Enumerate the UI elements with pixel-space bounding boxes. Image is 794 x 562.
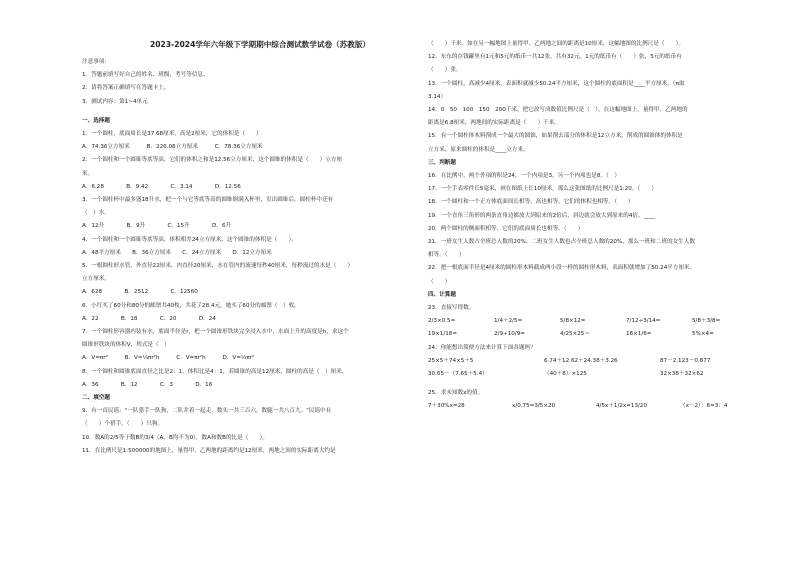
question-line: 19．一个直角三角形的两条直角边都放大到原来的2倍后，斜边就会放大到原来的4倍。____ xyxy=(428,212,655,219)
calc-item: 7/12÷3/14= xyxy=(626,318,661,325)
question-line: （ ）张。 xyxy=(428,67,462,74)
question-line: 16．在比例中，两个外项的积是24，一个内项是3，另一个内项也是8。（ ） xyxy=(428,173,620,180)
note-line: 3．测试内容：第1~4单元 xyxy=(82,98,148,105)
notes-block xyxy=(82,56,438,109)
calc-item: 87－2.123－0.877 xyxy=(660,357,711,364)
question-line: 5．一根圆柱形水管，外直径22厘米，内直径20厘米，水在管内的流速每秒40厘米，每秒流过的水是（ ） xyxy=(82,263,354,270)
question-line: 3．一个圆柱杯中最多盛18升水，把一个与它等底等高的圆锥倒满入杯里，室出圆锥后，圆柱杯中还有 xyxy=(82,197,334,204)
question-line: （ ） xyxy=(428,278,451,285)
question-line: 6．小红买了60分和80分的邮票共40枚，共花了28.4元，她买了60分的邮票（ ）枚。 xyxy=(82,302,300,309)
question-line: 1．一个圆柱，底面周长是37.68厘米，高是2厘米，它的体积是（ ） xyxy=(82,131,262,138)
calc-item: 4/25×25＝ xyxy=(560,331,590,338)
question-line: 11．在比例尺是1:500000的地图上，量得甲、乙两地的距离约是12厘米，两地之间的实际距离大约是 xyxy=(82,447,336,454)
calc-item: 7＋30%x=28 xyxy=(428,403,465,410)
question-line: 三、判断题 xyxy=(428,159,456,166)
question-line: 10．数A的2/5等于数B的3/4（A、B均不为0），数A和数B的比是（ ）。 xyxy=(82,434,268,441)
question-line: A．36 B．12 C．3 D．16 xyxy=(82,381,213,388)
note-line: 注意事项： xyxy=(82,59,110,65)
question-line: 米。 xyxy=(82,170,94,177)
calc-item: 5/8×12= xyxy=(560,318,586,325)
exam-title: 2023-2024学年六年级下学期期中综合测试数学试卷（苏教版） xyxy=(149,40,371,49)
calc-item: 2/9÷10/9= xyxy=(494,331,525,338)
left-question-list xyxy=(82,115,438,458)
question-line: A．22 B．18 C．20 D．24 xyxy=(82,315,216,322)
calc-item: 18×1/6= xyxy=(626,331,652,338)
calc-item: 5%×4= xyxy=(692,331,714,338)
calc24-row-2 xyxy=(428,368,784,381)
question-line: 9．有一首民谣："一队猎手一队狗，二队并着一起走，数头一共三百六，数腿一共八百九。"民谣中有 xyxy=(82,408,332,415)
question-line: 圆锥形铁块的体积V，列式是（ ） xyxy=(82,342,170,349)
left-column xyxy=(82,38,438,458)
calc-item: 5/8＋3/8= xyxy=(692,318,721,325)
question-line: 8．一个圆柱和圆锥底面直径之比是2：1，体积比是4：1，若圆锥的高是12厘米，圆柱的高是（ ）厘米。 xyxy=(82,368,348,375)
calc-item: （40＋8）×125 xyxy=(544,371,587,378)
calc25-row xyxy=(428,400,784,413)
question-line: （ ）个猎手，（ ）只狗。 xyxy=(82,421,164,428)
question-line: 21．一班女生人数占全班总人数的20%，二班女生人数也占全班总人数的20%，那么一班和二班的女生人数 xyxy=(428,239,695,246)
question-line: 四、计算题 xyxy=(428,291,456,298)
question-line: 相等。（ ） xyxy=(428,252,465,259)
question-line: （ ）千米。如在另一幅地图上量得甲、乙两地之间的距离是10厘米，这幅地图的比例尺是（ ）。 xyxy=(428,41,685,47)
question-line: （ ）水。 xyxy=(82,210,110,217)
question-line: 15．有一个圆柱体木料削成一个最大的圆锥，如果削去部分的体积是12立方米，削成的圆锥体的体积是 xyxy=(428,133,683,140)
question-line: 20．两个圆柱的侧面积相等，它们的底面周长也相等。（ ） xyxy=(428,225,584,232)
question-line: A．48平方厘米 B．36立方厘米 C．24立方厘米 D．12立方厘米 xyxy=(82,249,272,256)
note-line: 1．答题前填写好自己的姓名、班级、考号等信息。 xyxy=(82,72,209,79)
question-line: 一、选择题 xyxy=(82,117,110,124)
calc-item: 2/3×0.5= xyxy=(428,318,456,325)
question-line: 二、填空题 xyxy=(82,395,110,402)
calc-item: 30.65－（7.65＋5.4） xyxy=(428,371,488,378)
question-line: A．628 B．2512 C．12560 xyxy=(82,289,198,296)
question-line: 立方米，原来圆柱的体积是____立方米。 xyxy=(428,146,529,153)
calc-item: 6.74＋12.62＋24.38＋3.26 xyxy=(544,357,618,364)
calc-item: （x－2）：6=3：4 xyxy=(680,403,728,410)
question-line: 13．一个圆柱，高减少4厘米，表面积就减少50.24平方厘米，这个圆柱的底面积是____平方厘米。（π取 xyxy=(428,80,685,87)
calc-item: 32×38＋32×62 xyxy=(660,371,704,378)
question-line: 12．东东的存钱罐里有1元和5元的纸币一共12张，共有32元。1元的纸币有（ ）张，5元的纸币有 xyxy=(428,54,682,61)
question-line: A．74.36立方厘米 B．226.08立方厘米 C．78.36立方厘米 xyxy=(82,144,263,151)
question-line: 18．一个圆柱和一个正方体底面周长相等，高也相等，它们的体积也相等。（ ） xyxy=(428,199,634,206)
question-line: 3.14） xyxy=(428,93,447,100)
question-line: 14．0 50 100 150 200千米，把它改写成数值比例尺是（ ），在这幅地图上，量得甲、乙两地的 xyxy=(428,107,688,114)
calc-item: 25×5＋74×5＋5 xyxy=(428,357,474,364)
question-line: 22．把一根底面半径是4厘米的圆柱形木料截成两小段一样的圆柱形木料，表面积就增加了50.24平方厘米。 xyxy=(428,265,696,272)
question-line: 7．一个圆柱形容器内装有水，底面半径是r，把一个圆锥形铁块完全浸入水中，水面上升的高度是h，求这个 xyxy=(82,329,349,336)
q24-label: 24．你能想出简便方法来计算下面各题吗？ xyxy=(428,344,536,351)
calc23-row-1 xyxy=(428,315,784,328)
right-question-list xyxy=(428,38,784,315)
calc-item: 19×1/18= xyxy=(428,331,458,338)
question-line: 距离是6.8厘米，两地间的实际距离是（ ）千米。 xyxy=(428,120,560,127)
question-line: 立方厘米。 xyxy=(82,276,110,283)
question-line: 17．一个手表零件长5毫米，画在图纸上长10厘米，那么这张图纸的比例尺是1:20。（ ） xyxy=(428,186,657,193)
q25-label: 25．求未知数x的值。 xyxy=(428,390,484,397)
question-line: 4．一个圆柱和一个圆锥等底等高，体积相差24立方厘米，这个圆锥的体积是（ ）。 xyxy=(82,236,297,243)
question-line: A．6.28 B．9.42 C．3.14 D．12.56 xyxy=(82,183,241,190)
question-line: A．V=πr² B．V=⅓πr²h C．V=πr²h D．V=⅓πr² xyxy=(82,355,255,362)
calc24-row-1 xyxy=(428,355,784,368)
calc-item: 1/4＋2/5= xyxy=(494,318,523,325)
question-line: 23．直接写得数。 xyxy=(428,305,475,312)
question-line: 2．一个圆柱和一个圆锥等底等高，它们的体积之和是12.56立方厘米，这个圆锥的体积是（ ）立方厘 xyxy=(82,157,343,164)
calc23-row-2 xyxy=(428,328,784,341)
note-line: 2．请将答案正确填写在答题卡上。 xyxy=(82,85,170,92)
calc-item: x/0.75=3/5×20 xyxy=(512,403,556,410)
question-line: A．12升 B．9升 C．15升 D．6升 xyxy=(82,223,232,230)
calc-item: 4/5x＋1/2x=13/20 xyxy=(596,403,648,410)
right-column xyxy=(428,38,784,414)
